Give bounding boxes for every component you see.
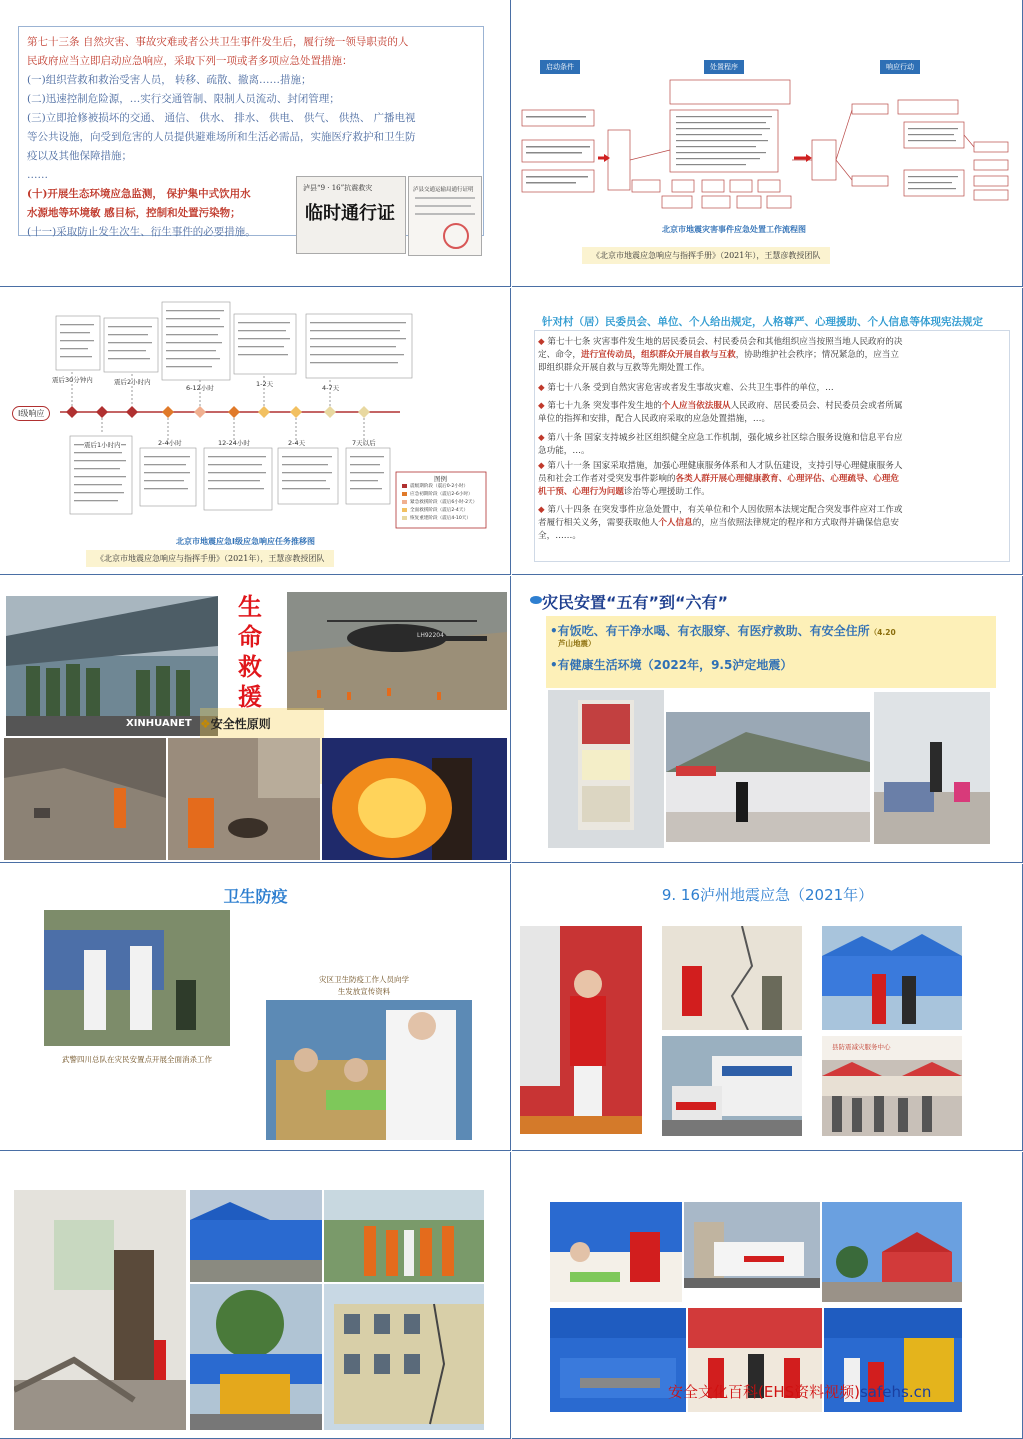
article-73-ellipsis: ……: [27, 169, 48, 181]
article-73-line2: 民政府应当立即启动应急响应，采取下列一项或者多项应急处置措施：: [27, 55, 353, 67]
article-84: ◆ 第八十四条 在突发事件应急处置中，有关单位和个人因依照本法规定配合突发事件应对工作或 者履行相关义务，需要获取他人个人信息的，应当依照法律规定的程序和方式取得并确保信息安 全，……。: [538, 505, 903, 541]
legend-item-3: 紧急救援阶段（震后6小时-2天）: [410, 500, 478, 505]
shelter-interior-photo: [874, 692, 990, 844]
stage-top-2: 震后2小时内: [114, 378, 151, 386]
blue-tents-photo: [190, 1190, 322, 1282]
article-78: ◆ 第七十八条 受到自然灾害危害或者发生事故灾难、公共卫生事件的单位，…: [538, 383, 834, 393]
stage-bottom-1: 震后1小时内: [84, 441, 121, 449]
rescue-team-photo: [324, 1190, 484, 1282]
helicopter-photo: [287, 592, 507, 710]
bullet-five-haves: •有饭吃、有干净水喝、有衣服穿、有医疗救助、有安全住所（4.20: [550, 624, 896, 638]
article-80: ◆ 第八十条 国家支持城乡社区组织健全应急工作机制，强化城乡社区综合服务设施和信息平台应 急功能，…。: [538, 433, 903, 456]
slide-damage-photos: [0, 1152, 511, 1439]
epidemic-heading: 卫生防疫: [223, 887, 288, 906]
watermark-cn: 安全文化百科(EHS资料视频): [668, 1383, 860, 1401]
tag-start-condition: 启动条件: [540, 60, 580, 74]
pass-title: 临时通行证: [305, 203, 395, 224]
articles-title: 针对村（居）民委员会、单位、个人给出规定，人格尊严、心理援助、个人信息等体现宪法规定: [542, 316, 983, 328]
timeline-citation: 《北京市地震应急响应与指挥手册》（2021年），王慧彦教授团队: [86, 550, 334, 567]
legend-item-5: 恢复重建阶段（震后4-10天）: [410, 516, 471, 521]
damaged-corridor-photo: [14, 1190, 186, 1430]
article-73-item10a: (十)开展生态环境应急监测， 保护集中式饮用水: [27, 188, 251, 200]
rescue-truck-photo: [190, 1284, 322, 1430]
legend-item-4: 全面救援阶段（震后2-4天）: [410, 508, 469, 513]
site-watermark: [668, 1381, 931, 1402]
children-activity-photo: [550, 1202, 682, 1302]
heading-bullet-icon: [530, 596, 542, 604]
rescue-principles: ❖安全性原则: [200, 712, 271, 784]
stage-bottom-3: 12-24小时: [218, 439, 250, 447]
cracked-building-photo: [324, 1284, 484, 1430]
volunteer-photo: [520, 926, 642, 1134]
level-one-response-label: Ⅰ级响应: [12, 406, 50, 421]
red-seal-icon: [443, 223, 469, 249]
fire-photo: [322, 738, 507, 860]
stage-top-5: 4-7天: [322, 384, 340, 392]
pass-top-text: 泸县“9 · 16”抗震救灾: [303, 184, 373, 192]
article-73-line1: 第七十三条 自然灾害、事故灾难或者公共卫生事件发生后，履行统一领导职责的人: [27, 36, 409, 48]
blue-shelter-photo: [550, 1308, 686, 1412]
tag-procedure: 处置程序: [704, 60, 744, 74]
soldiers-photo: [6, 596, 218, 736]
slide-timeline: [0, 288, 511, 575]
article-79: ◆ 第七十九条 突发事件发生地的个人应当依法服从人民政府、居民委员会、村民委员会或者所属 单位的指挥和安排，配合人民政府采取的应急处置措施，…。: [538, 401, 903, 424]
stage-bottom-4: 2-4天: [288, 439, 306, 447]
slide-epidemic-prevention: [0, 864, 511, 1151]
slide-luzhou-earthquake: [512, 864, 1023, 1151]
flowchart-citation: 《北京市地震应急响应与指挥手册》（2021年），王慧彦教授团队: [582, 247, 830, 264]
slide-law-articles: [512, 288, 1023, 575]
legend-item-1: 震级期阶段（震后0-2小时）: [410, 484, 469, 489]
leaflet-caption-line2: 生发放宣传资料: [337, 987, 391, 996]
article-73-item10b: 水源地等环境敏 感目标，控制和处置污染物；: [27, 207, 241, 219]
traffic-certificate-photo: [408, 176, 482, 256]
luzhou-heading: 9. 16泸州地震应急（2021年）: [661, 886, 874, 904]
slide-life-rescue: [0, 576, 511, 863]
rubble-rescue-photo: [4, 738, 166, 860]
service-van-photo: [684, 1202, 820, 1288]
temporary-pass-photo: [296, 176, 406, 254]
slide-resettlement: [512, 576, 1023, 863]
disinfection-caption: 武警四川总队在灾民安置点开展全面消杀工作: [62, 1055, 212, 1064]
stage-top-4: 1-2天: [256, 380, 274, 388]
article-73-item1: (一)组织营救和救治受害人员， 转移、疏散、撤离……措施；: [27, 74, 312, 86]
mobile-vehicle-photo: [662, 1036, 802, 1136]
notice-board-photo: [548, 690, 664, 848]
legend-title: 图例: [434, 475, 447, 483]
article-73-item3b: 等公共设施，向受到危害的人员提供避难场所和生活必需品，实施医疗救护和卫生防: [27, 131, 416, 143]
tent-crowd-photo: [822, 926, 962, 1030]
certificate-title: 泸县交通运输局通行证明: [413, 187, 474, 193]
xinhuanet-credit: XINHUANET: [126, 718, 192, 729]
article-73-item3a: (三)立即抢修被损坏的交通、 通信、 供水、 排水、 供电、 供气、 供热、 广播电视: [27, 112, 416, 124]
rescue-dog-photo: [168, 738, 320, 860]
stage-bottom-2: 2-4小时: [158, 439, 182, 447]
shelter-camp-photo: [666, 712, 870, 842]
resettlement-heading: 灾民安置“五有”到“六有”: [542, 593, 729, 612]
flowchart-diagram: [512, 0, 1023, 287]
leaflet-photo: [266, 1000, 472, 1140]
stage-bottom-5: 7天以后: [352, 439, 376, 447]
article-81: ◆ 第八十一条 国家采取措施，加强心理健康服务体系和人才队伍建设，支持引导心理健康服务人 员和社会工作者对受突发事件影响的各类人群开展心理健康教育、心理评估、心理疏导、心理危 机干预、心理行为问题诊治等心理援助工作。: [538, 461, 903, 497]
response-timeline: [0, 288, 511, 575]
legend-item-2: 应急初期阶段（震后2-6小时）: [410, 492, 473, 497]
helicopter-id: LH92204: [417, 632, 444, 639]
article-77: ◆ 第七十七条 灾害事件发生地的居民委员会、村民委员会和其他组织应当按照当地人民政府的决 定、命令，进行宣传动员，组织群众开展自救与互救，协助维护社会秩序；情况紧急的，应当立 即组织群众开展自救与互救等先期处置工作。: [538, 337, 903, 373]
timeline-caption: 北京市地震应急Ⅰ级应急响应任务推移图: [176, 537, 315, 546]
leaflet-caption-line1: 灾区卫生防疫工作人员向学: [319, 975, 409, 984]
tag-response: 响应行动: [880, 60, 920, 74]
stage-top-1: 震后30分钟内: [52, 376, 93, 384]
principle-safety: 安全性原则: [210, 717, 271, 731]
watermark-domain: safehs.cn: [859, 1383, 932, 1401]
article-73-item2: (二)迅速控制危险源，…实行交通管制、限制人员流动、封闭管理；: [27, 93, 340, 105]
life-rescue-title: 生 命 救 援: [238, 593, 262, 711]
slide-law-article-73: [0, 0, 511, 287]
bullet-five-haves-note: 芦山地震）: [558, 639, 596, 648]
square-tents-photo: [822, 1202, 962, 1302]
article-73-item3c: 疫以及其他保障措施；: [27, 150, 132, 162]
disinfection-photo: [44, 910, 230, 1046]
cracked-wall-photo: [662, 926, 802, 1030]
slide-flowchart: [512, 0, 1023, 287]
bullet-six-haves: •有健康生活环境（2022年，9.5泸定地震）: [550, 658, 793, 672]
service-center-sign: 县防震减灾服务中心: [832, 1043, 891, 1051]
service-center-photo: [822, 1036, 962, 1136]
stage-top-3: 6-12小时: [186, 384, 214, 392]
article-73-item11: (十一)采取防止发生次生、衍生事件的必要措施。: [27, 226, 256, 238]
flowchart-caption: 北京市地震灾害事件应急处置工作流程图: [662, 225, 806, 234]
